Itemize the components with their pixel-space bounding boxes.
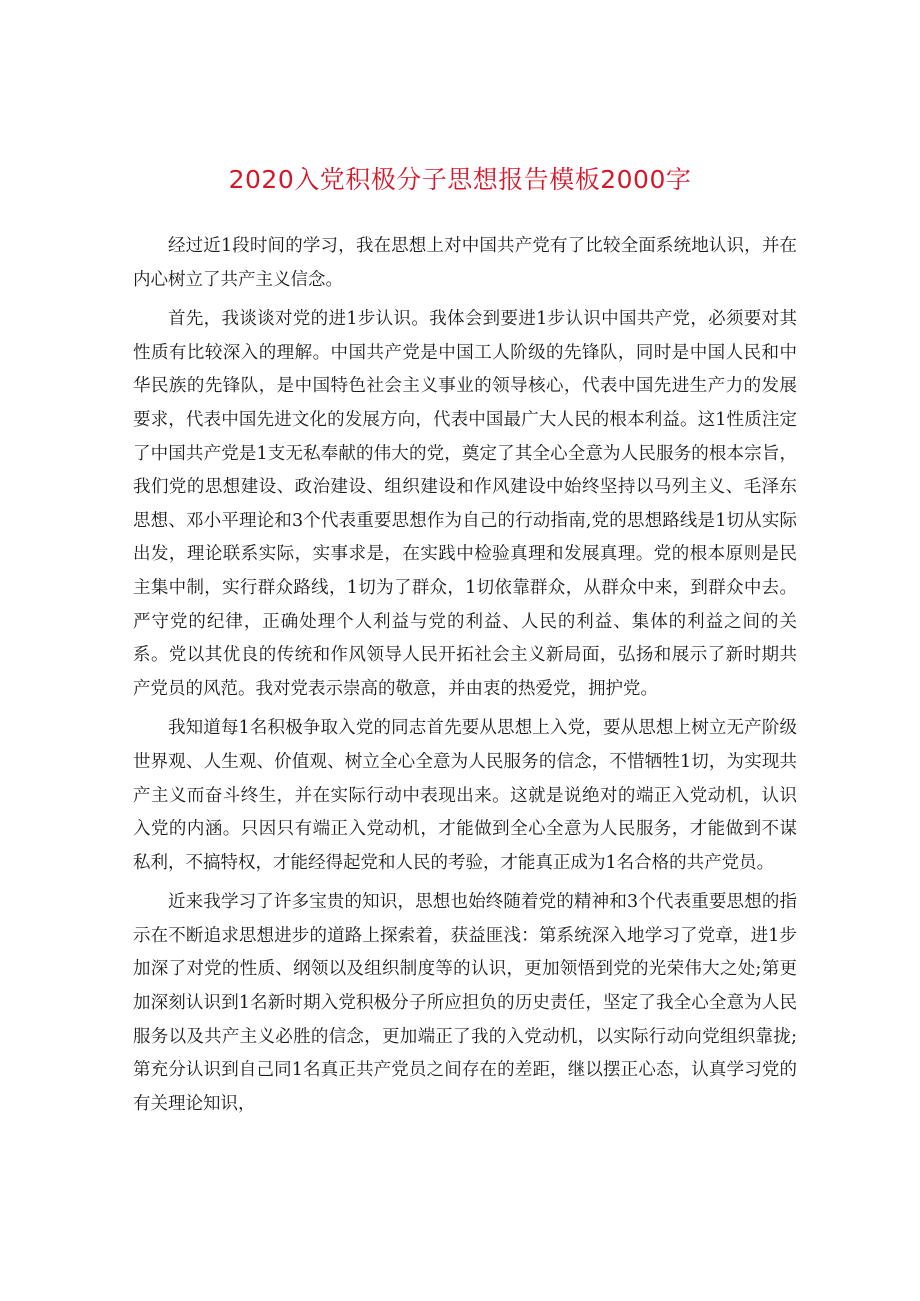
paragraph-4: 近来我学习了许多宝贵的知识，思想也始终随着党的精神和3个代表重要思想的指示在不断追求思想进步的道路上探索着，获益匪浅：第系统深入地学习了党章，进1步加深了对党的性质、纲领以及组织制度等的认识，更加领悟到党的光荣伟大之处;第更加深刻认识到1名新时期入党积极分子所应担负的历史责任，坚定了我全心全意为人民服务以及共产主义必胜的信念，更加端正了我的入党动机，以实际行动向党组织靠拢;第充分认识到自己同1名真正共产党员之间存在的差距，继以摆正心态，认真学习党的有关理论知识， [133,892,797,1114]
document-title: 2020入党积极分子思想报告模板2000字 [228,165,692,194]
paragraph-2: 首先，我谈谈对党的进1步认识。我体会到要进1步认识中国共产党，必须要对其性质有比较深入的理解。中国共产党是中国工人阶级的先锋队，同时是中国人民和中华民族的先锋队，是中国特色社会主义事业的领导核心，代表中国先进生产力的发展要求，代表中国先进文化的发展方向，代表中国最广大人民的根本利益。这1性质注定了中国共产党是1支无私奉献的伟大的党，奠定了其全心全意为人民服务的根本宗旨，我们党的思想建设、政治建设、组织建设和作风建设中始终坚持以马列主义、毛泽东思想、邓小平理论和3个代表重要思想作为自己的行动指南,党的思想路线是1切从实际出发，理论联系实际，实事求是，在实践中检验真理和发展真理。党的根本原则是民主集中制，实行群众路线，1切为了群众，1切依靠群众，从群众中来，到群众中去。严守党的纪律，正确处理个人利益与党的利益、人民的利益、集体的利益之间的关系。党以其优良的传统和作风领导人民开拓社会主义新局面，弘扬和展示了新时期共产党员的风范。我对党表示崇高的敬意，并由衷的热爱党，拥护党。 [133,309,797,699]
paragraph-1: 经过近1段时间的学习，我在思想上对中国共产党有了比较全面系统地认识，并在内心树立了共产主义信念。 [133,236,797,290]
paragraph-3: 我知道每1名积极争取入党的同志首先要从思想上入党，要从思想上树立无产阶级世界观、人生观、价值观、树立全心全意为人民服务的信念，不惜牺牲1切，为实现共产主义而奋斗终生，并在实际行动中表现出来。这就是说绝对的端正入党动机，认识入党的内涵。只因只有端正入党动机，才能做到全心全意为人民服务，才能做到不谋私利，不搞特权，才能经得起党和人民的考验，才能真正成为1名合格的共产党员。 [133,718,797,873]
document-body [133,230,797,1127]
